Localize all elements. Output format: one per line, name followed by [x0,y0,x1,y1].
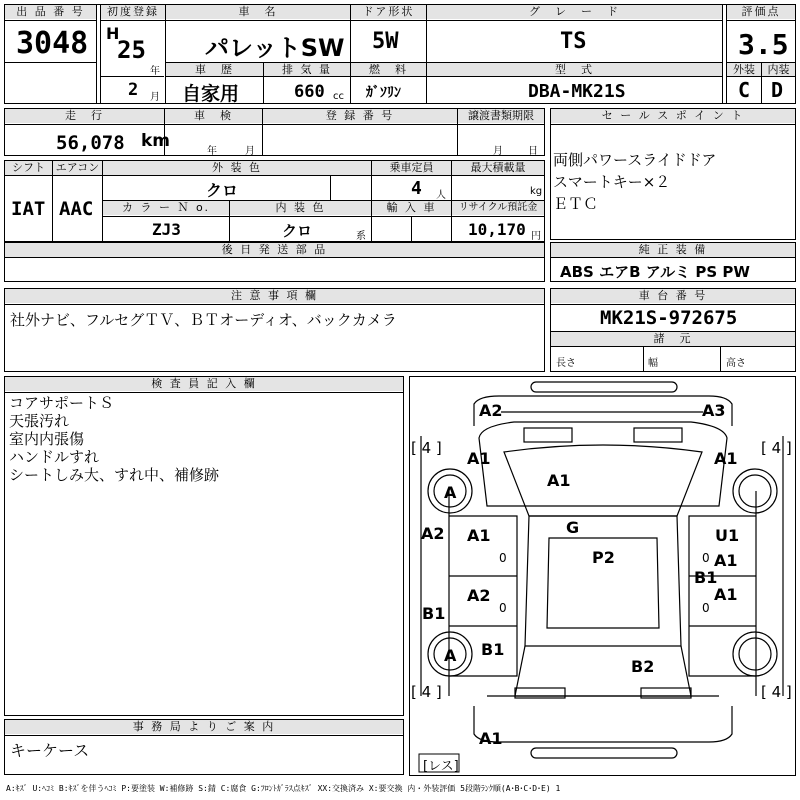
legend: A:ｷｽﾞ U:ﾍｺﾐ B:ｷｽﾞを伴うﾍｺﾐ P:要塗装 W:補修跡 S:錆 C:腐食 G:ﾌﾛﾝﾄｶﾞﾗｽ点ｷｽﾞ XX:交換済み X:要交換 内・外装評価 5段階ﾗﾝｸ順(A･B･C･D･E) 1 [6,784,561,793]
sales-point-2: スマートキー×２ [553,173,671,191]
mark-a1-left-fender: A1 [467,449,491,468]
reg-month: 2 [128,80,139,100]
genuine-equipment: ABS エアB アルミ PS PW [560,263,750,281]
mark-b1-left-quarter: B1 [481,640,505,659]
ext-color: クロ [206,181,239,200]
mark-a2-left-rear-door: A2 [467,586,491,605]
mark-0-a: 0 [499,551,507,565]
inspector-label: 検 査 員 記 入 欄 [5,377,403,391]
sales-point-label: セ ー ル ス ポ イ ン ト [551,109,795,123]
car-diagram [409,376,796,776]
later-parts-label: 後 日 発 送 部 品 [5,243,544,257]
aircon: AAC [59,198,94,220]
color-no-label: カ ラ ー Ｎ o. [103,201,229,215]
inspection-label: 車 検 [165,109,262,123]
int-color: クロ [282,222,313,240]
car-name: パレットSW [205,34,345,62]
chassis-number: MK21S-972675 [600,307,738,329]
fuel-label: 燃 料 [351,63,426,77]
score: 3.5 [738,28,789,61]
dims-label: 諸 元 [551,332,795,346]
mark-b1-left-rocker: B1 [422,604,446,623]
mark-a1-right-door: A1 [714,551,738,570]
mark-0-c: 0 [702,551,710,565]
mark-a1-right-fender: A1 [714,449,738,468]
history-label: 車 歴 [166,63,263,77]
notes-label: 注 意 事 項 欄 [5,289,544,303]
mark-a1-hood: A1 [547,471,571,490]
exterior-score: C [738,78,751,102]
shift-label: シフト [5,161,52,175]
model-label: 型 式 [427,63,722,77]
inspector-note-4: ハンドルすれ [9,448,100,466]
tire-tread-rear-left: [ 4 ] [411,683,442,701]
exterior-label: 外装 [727,63,761,77]
int-color-label: 内 装 色 [230,201,371,215]
tire-tread-rear-right: [ 4 ] [761,683,792,701]
mark-a1-left-door: A1 [467,526,491,545]
ext-color-label: 外 装 色 [103,161,371,175]
office-label: 事 務 局 よ り ご 案 内 [5,720,403,734]
office-text: キーケース [10,741,90,760]
tire-tread-front-left: [ 4 ] [411,439,442,457]
yen-unit: 円 [531,231,541,242]
recycle-fee: 10,170 [468,220,526,239]
insp-month-unit: 月 [245,146,255,157]
fuel: ｶﾞｿﾘﾝ [366,85,401,101]
history: 自家用 [182,83,240,105]
width-label: 幅 [648,358,658,369]
car-name-label: 車 名 [166,5,350,19]
mark-a2-front-left: A2 [479,401,503,420]
recycle-label: リサイクル預託金 [452,201,544,215]
score-label: 評価点 [727,5,795,19]
interior-label: 内装 [762,63,795,77]
reg-no-label: 登 録 番 号 [263,109,457,123]
displacement: 660 [294,82,325,102]
capacity: 4 [411,178,422,199]
height-label: 高さ [726,358,746,369]
transfer-label: 譲渡書類期限 [458,109,544,123]
door-type: 5W [372,29,399,54]
chassis-label: 車 台 番 号 [551,289,795,303]
km-unit: km [141,131,171,151]
insp-year-unit: 年 [207,146,217,157]
mark-p2-roof: P2 [592,548,615,567]
cc-unit: cc [333,91,344,102]
aircon-label: エアコン [53,161,102,175]
inspector-note-1: コアサポートＳ [9,394,115,412]
notes-text: 社外ナビ、フルセグＴＶ、ＢＴオーディオ、バックカメラ [10,311,397,329]
kg-unit: kg [530,186,543,197]
transfer-day-unit: 日 [528,146,538,157]
length-label: 長さ [556,358,576,369]
reg-year: 25 [117,36,146,64]
import-label: 輸 入 車 [372,201,451,215]
color-no: ZJ3 [152,220,181,239]
mark-a1-right-rear-door: A1 [714,585,738,604]
month-unit: 月 [150,92,160,103]
lot-number: 3048 [16,26,89,61]
mark-g-windshield: G [566,518,580,537]
mark-a-front-left-wheel: A [444,483,457,502]
sales-point-1: 両側パワースライドドア [553,151,717,169]
displacement-label: 排 気 量 [264,63,350,77]
model-code: DBA-MK21S [528,81,626,102]
grade: TS [560,29,587,54]
mark-b1-right-quarter: B1 [694,568,718,587]
transfer-month-unit: 月 [493,146,503,157]
lot-no-label: 出 品 番 号 [5,5,96,19]
mark-a1-rear-bumper: A1 [479,729,503,748]
mark-b2-rear: B2 [631,657,655,676]
mark-a-rear-left-wheel: A [444,646,457,665]
door-label: ドア形状 [351,5,426,19]
mileage-label: 走 行 [5,109,164,123]
mark-a2-left-pillar: A2 [421,524,445,543]
mark-a3-front-right: A3 [702,401,726,420]
grade-label: グ レ ー ド [427,5,722,19]
capacity-label: 乗車定員 [372,161,451,175]
kei-unit: 系 [356,231,366,242]
genuine-label: 純 正 装 備 [551,243,795,257]
inspector-note-3: 室内内張傷 [9,430,85,448]
shift: IAT [11,198,46,220]
persons-unit: 人 [436,190,446,201]
tire-tread-front-right: [ 4 ] [761,439,792,457]
mark-0-d: 0 [702,601,710,615]
sales-point-3: ＥＴＣ [553,195,599,213]
year-unit: 年 [150,66,160,77]
max-load-label: 最大積載量 [452,161,544,175]
interior-score: D [771,78,784,102]
mark-0-b: 0 [499,601,507,615]
first-reg-label: 初度登録 [101,5,165,19]
spare-tire: [レス] [423,759,459,774]
era-label: H [106,24,120,43]
inspector-note-5: シートしみ大、すれ中、補修跡 [9,466,220,484]
mark-u1-right-door: U1 [715,526,740,545]
inspector-note-2: 天張汚れ [9,412,70,430]
mileage: 56,078 [56,132,125,154]
